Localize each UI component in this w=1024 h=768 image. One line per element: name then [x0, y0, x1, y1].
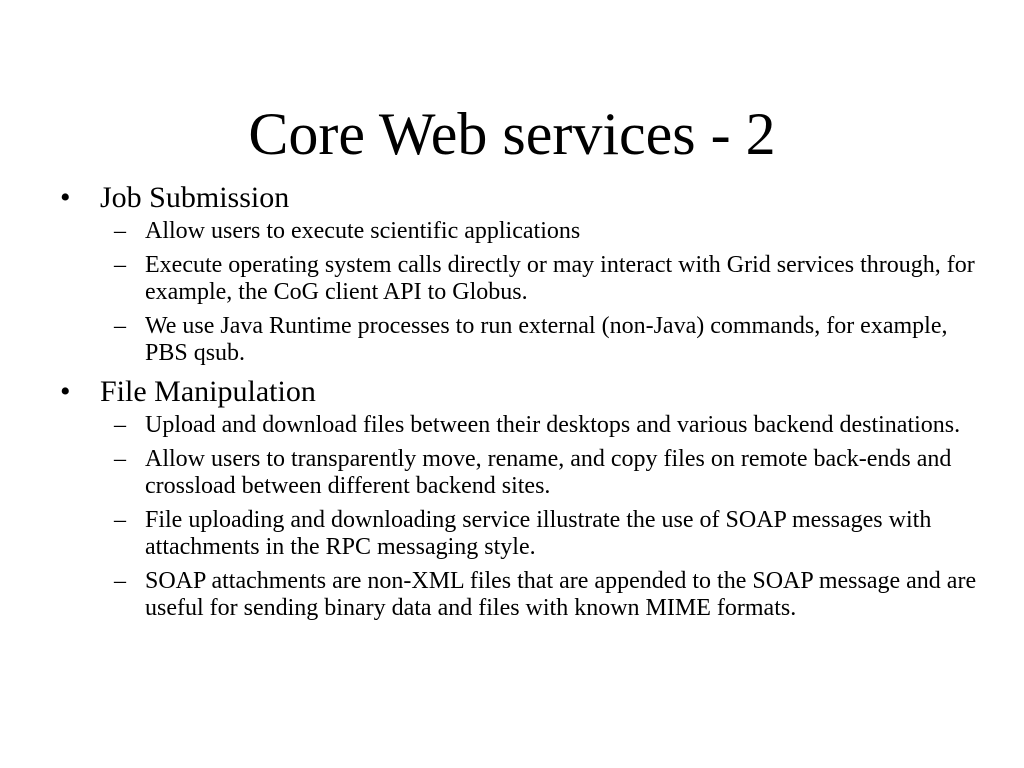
list-item — [60, 218, 980, 245]
dash-marker: – — [114, 218, 126, 244]
list-item-text: We use Java Runtime processes to run external (non-Java) commands, for example, PBS qsub. — [145, 313, 948, 366]
list-item — [60, 313, 980, 367]
section-heading-label: Job Submission — [100, 181, 290, 214]
list-item — [60, 412, 980, 439]
list-item-text: Allow users to execute scientific applications — [145, 218, 581, 244]
list-item-text: File uploading and downloading service illustrate the use of SOAP messages with attachments in the RPC messaging style. — [145, 507, 932, 560]
dash-marker: – — [114, 412, 126, 438]
dash-marker: – — [114, 446, 126, 472]
slide-title: Core Web services - 2 — [248, 101, 776, 167]
list-item — [60, 446, 980, 500]
bullet-marker: • — [60, 375, 71, 408]
list-item-text: Execute operating system calls directly or may interact with Grid services through, for example, the CoG client API to Globus. — [145, 252, 975, 305]
file-manipulation-list — [60, 412, 980, 622]
dash-marker: – — [114, 507, 126, 533]
section-heading-label: File Manipulation — [100, 375, 316, 408]
slide-content — [60, 180, 980, 629]
dash-marker: – — [114, 313, 126, 339]
list-item-text: Upload and download files between their desktops and various backend destinations. — [145, 412, 961, 438]
list-item — [60, 507, 980, 561]
dash-marker: – — [114, 252, 126, 278]
section-heading-job-submission — [60, 180, 980, 216]
list-item — [60, 252, 980, 306]
dash-marker: – — [114, 568, 126, 594]
job-submission-list — [60, 218, 980, 367]
section-heading-file-manipulation — [60, 374, 980, 410]
bullet-marker: • — [60, 181, 71, 214]
list-item — [60, 568, 980, 622]
list-item-text: SOAP attachments are non-XML files that are appended to the SOAP message and are useful for sending binary data and files with known MIME formats. — [145, 568, 977, 621]
list-item-text: Allow users to transparently move, rename, and copy files on remote back-ends and crossload between different backend sites. — [145, 446, 952, 499]
